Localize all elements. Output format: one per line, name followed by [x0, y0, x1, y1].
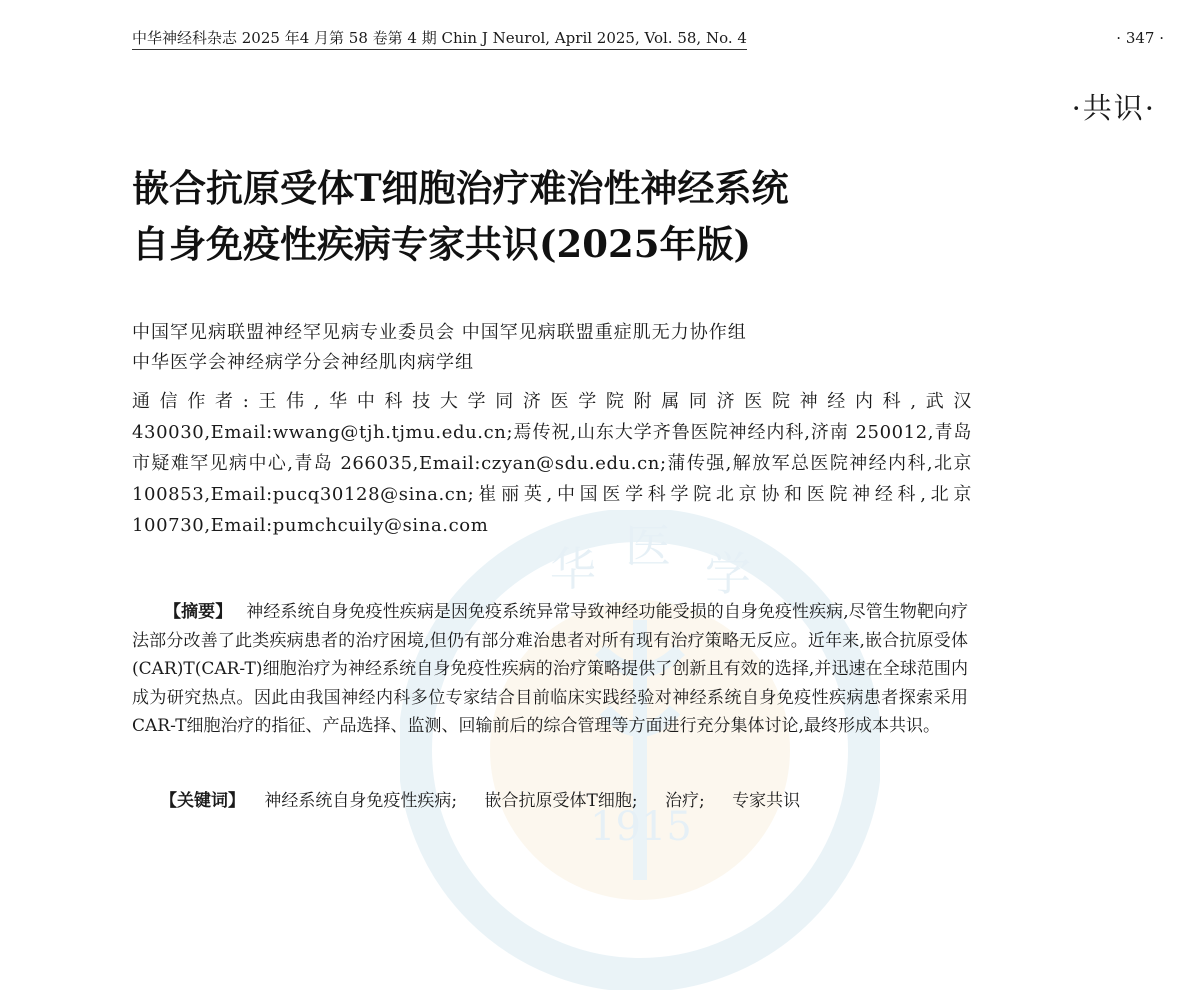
seal-char-1: 华 — [550, 542, 596, 596]
seal-year: 1915 — [590, 804, 692, 850]
author-groups — [132, 318, 972, 378]
section-label: ·共识· — [1071, 91, 1156, 125]
title-line-2: 自身免疫性疾病专家共识(2025年版) — [132, 222, 751, 266]
keyword-item: 神经系统自身免疫性疾病; — [264, 791, 458, 811]
article-title — [132, 160, 972, 272]
keywords-label: 【关键词】 — [160, 791, 245, 811]
seal-char-2: 医 — [625, 519, 671, 573]
abstract — [132, 598, 968, 741]
page-number: · 347 · — [1116, 29, 1164, 47]
corresponding-authors: 通信作者:王伟,华中科技大学同济医学院附属同济医院神经内科,武汉 430030,Email:wwang@tjh.tjmu.edu.cn;焉传祝,山东大学齐鲁医院神经内科,济南 250012,青岛市疑难罕见病中心,青岛 266035,Email:czyan@sdu.edu.cn;蒲传强,解放军总医院神经内科,北京 100853,Email:pucq30128@sina.cn;崔丽英,中国医学科学院北京协和医院神经科,北京 100730,Email:pumchcuily@sina.com — [132, 391, 972, 536]
keyword-item: 专家共识 — [732, 791, 801, 811]
seal-char-3: 学 — [705, 547, 751, 601]
abstract-text: 神经系统自身免疫性疾病是因免疫系统异常导致神经功能受损的自身免疫性疾病,尽管生物靶向疗法部分改善了此类疾病患者的治疗困境,但仍有部分难治患者对所有现有治疗策略无反应。近年来,嵌合抗原受体(CAR)T(CAR-T)细胞治疗为神经系统自身免疫性疾病的治疗策略提供了创新且有效的选择,并迅速在全球范围内成为研究热点。因此由我国神经内科多位专家结合目前临床实践经验对神经系统自身免疫性疾病患者探索采用CAR-T细胞治疗的指征、产品选择、监测、回输前后的综合管理等方面进行充分集体讨论,最终形成本共识。 — [132, 602, 969, 737]
running-head: 中华神经科杂志 2025 年4 月第 58 卷第 4 期 Chin J Neurol, April 2025, Vol. 58, No. 4 — [132, 28, 747, 50]
watermark-seal — [400, 510, 880, 990]
page-header — [132, 28, 1164, 50]
abstract-label: 【摘要】 — [164, 602, 233, 622]
keywords — [160, 787, 980, 815]
author-line-1: 中国罕见病联盟神经罕见病专业委员会 中国罕见病联盟重症肌无力协作组 — [132, 322, 747, 343]
author-line-2: 中华医学会神经病学分会神经肌肉病学组 — [132, 352, 474, 373]
keyword-item: 治疗; — [665, 791, 705, 811]
keyword-item: 嵌合抗原受体T细胞; — [484, 791, 638, 811]
title-line-1: 嵌合抗原受体T细胞治疗难治性神经系统 — [132, 166, 789, 210]
